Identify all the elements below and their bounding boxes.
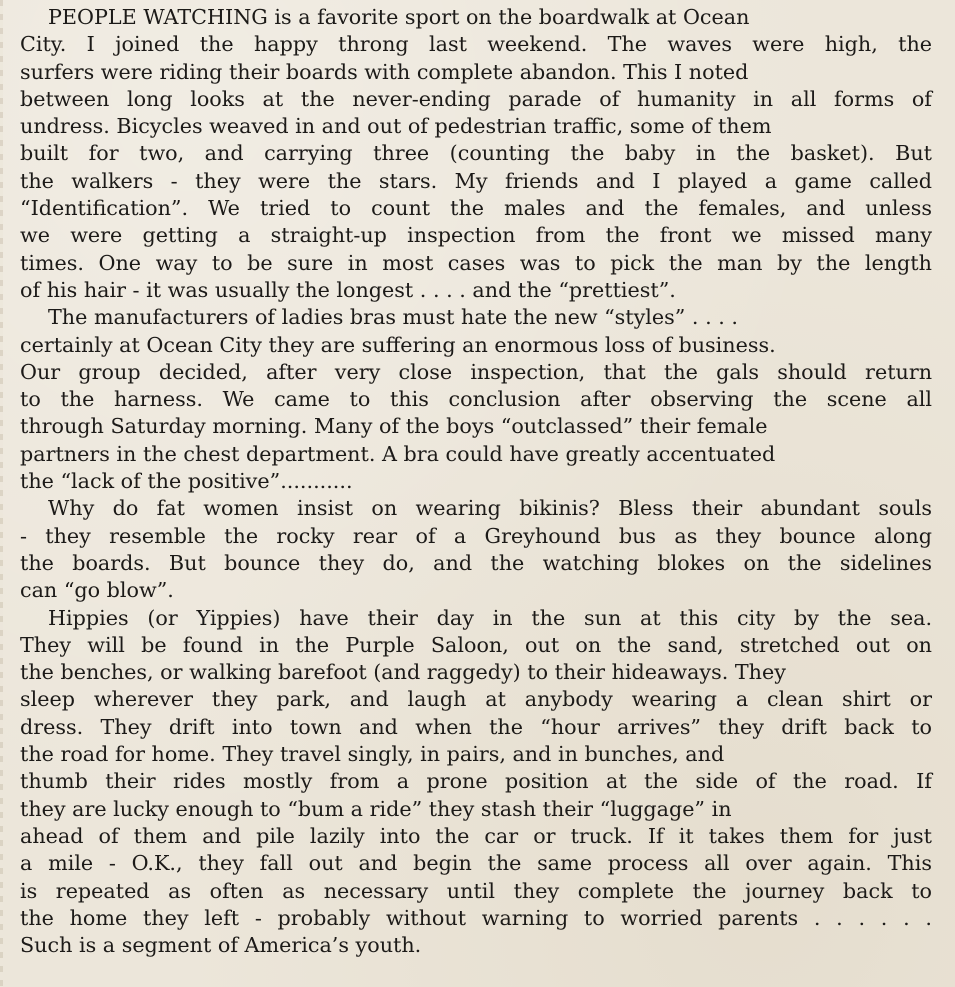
article-line: times. One way to be sure in most cases was to pick the man by the length — [20, 250, 932, 275]
article-line: the “lack of the positive”........... — [20, 469, 353, 494]
article-line: a mile - O.K., they fall out and begin the same process all over again. This — [20, 851, 932, 876]
article-line: through Saturday morning. Many of the boys “outclassed” their female — [20, 414, 768, 439]
article-line: Such is a segment of America’s youth. — [20, 933, 422, 958]
article-paragraph — [20, 495, 932, 604]
torn-left-edge — [0, 0, 3, 987]
article-line: certainly at Ocean City they are suffering an enormous loss of business. — [20, 332, 776, 357]
article-line: partners in the chest department. A bra could have greatly accentuated — [20, 441, 776, 466]
article-line: can “go blow”. — [20, 578, 174, 603]
article-line: undress. Bicycles weaved in and out of pedestrian traffic, some of them — [20, 114, 772, 139]
article-line: to the harness. We came to this conclusion after observing the scene all — [20, 387, 933, 412]
article-line: thumb their rides mostly from a prone position at the side of the road. If — [20, 769, 932, 794]
article-line: the benches, or walking barefoot (and raggedy) to their hideaways. They — [20, 660, 786, 685]
article-line: surfers were riding their boards with complete abandon. This I noted — [20, 59, 749, 84]
article-line: they are lucky enough to “bum a ride” they stash their “luggage” in — [20, 796, 732, 821]
article-line: The manufacturers of ladies bras must hate the new “styles” . . . . — [48, 305, 738, 330]
article-line: PEOPLE WATCHING is a favorite sport on the boardwalk at Ocean — [48, 5, 750, 29]
article-line: built for two, and carrying three (counting the baby in the basket). But — [20, 141, 932, 166]
article-line: Hippies (or Yippies) have their day in the sun at this city by the sea. — [48, 605, 933, 630]
article-line: Why do fat women insist on wearing bikinis? Bless their abundant souls — [48, 496, 932, 521]
article-line: the home they left - probably without warning to worried parents . . . . . . — [20, 905, 932, 930]
article-line: - they resemble the rocky rear of a Greyhound bus as they bounce along — [20, 523, 932, 548]
article-line: dress. They drift into town and when the “hour arrives” they drift back to — [20, 714, 932, 739]
article-line: “Identification”. We tried to count the males and the females, and unless — [20, 196, 932, 221]
article-line: sleep wherever they park, and laugh at anybody wearing a clean shirt or — [20, 687, 932, 712]
article-paragraph — [20, 4, 932, 304]
article-line: They will be found in the Purple Saloon, out on the sand, stretched out on — [20, 632, 933, 657]
article-line: between long looks at the never-ending parade of humanity in all forms of — [20, 86, 932, 111]
article-column — [20, 4, 932, 959]
article-line: Our group decided, after very close inspection, that the gals should return — [20, 359, 933, 384]
article-line: City. I joined the happy throng last weekend. The waves were high, the — [20, 32, 933, 57]
article-line: of his hair - it was usually the longest . . . . and the “prettiest”. — [20, 277, 676, 302]
article-line: the boards. But bounce they do, and the watching blokes on the sidelines — [20, 550, 932, 575]
article-line: is repeated as often as necessary until they complete the journey back to — [20, 878, 932, 903]
article-line: ahead of them and pile lazily into the car or truck. If it takes them for just — [20, 823, 932, 848]
article-line: we were getting a straight-up inspection from the front we missed many — [20, 223, 933, 248]
article-line: the road for home. They travel singly, in pairs, and in bunches, and — [20, 742, 725, 767]
article-paragraph — [20, 304, 932, 495]
article-paragraph — [20, 605, 932, 960]
article-line: the walkers - they were the stars. My friends and I played a game called — [20, 168, 932, 193]
